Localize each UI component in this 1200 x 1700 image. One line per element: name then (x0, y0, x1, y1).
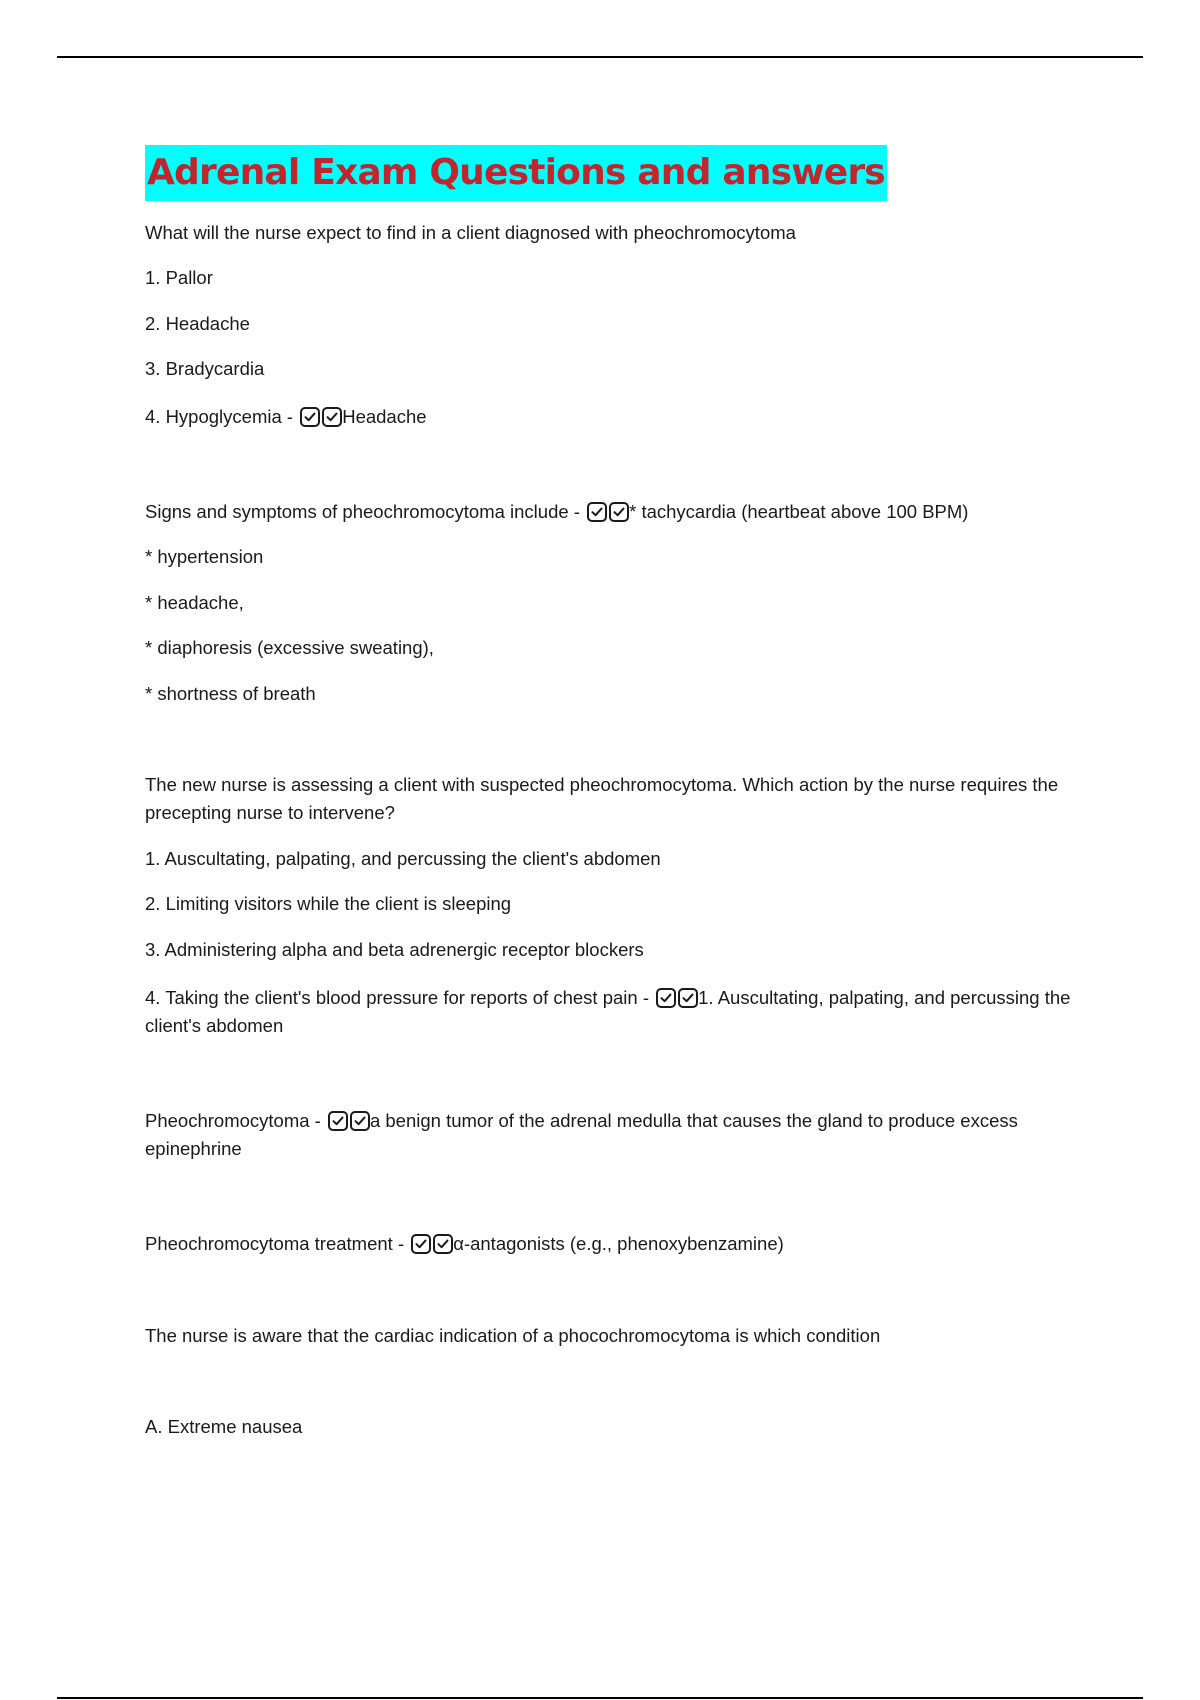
q3-answer: 1. Auscultating, palpating, and percussing the client's abdomen (145, 987, 1071, 1036)
document-title: Adrenal Exam Questions and answers (145, 145, 887, 201)
q2-line (145, 498, 1075, 526)
checkmark-box-icon (587, 502, 607, 522)
q1-answer: Headache (342, 406, 427, 427)
q3-option-3: 3. Administering alpha and beta adrenergic receptor blockers (145, 939, 644, 960)
checkmark-box-icon (411, 1234, 431, 1254)
q2-answer-item: * headache, (145, 592, 244, 613)
q2-answer-item: * diaphoresis (excessive sweating), (145, 637, 434, 658)
q2-prompt: Signs and symptoms of pheochromocytoma include - (145, 501, 586, 522)
q3-option-2: 2. Limiting visitors while the client is sleeping (145, 893, 512, 914)
checkmark-box-icon (656, 988, 676, 1008)
q6-option-a: A. Extreme nausea (145, 1416, 303, 1437)
checkmark-box-icon (678, 988, 698, 1008)
checkmark-box-icon (609, 502, 629, 522)
q1-option-3: 3. Bradycardia (145, 358, 265, 379)
q1-option-4: 4. Hypoglycemia - (145, 406, 299, 427)
q3-option-4-line (145, 984, 1075, 1040)
checkmark-box-icon (350, 1111, 370, 1131)
q2-answer-item: * shortness of breath (145, 683, 316, 704)
q2-answer-item: * hypertension (145, 546, 264, 567)
q3-option-4: 4. Taking the client's blood pressure for reports of chest pain - (145, 987, 655, 1008)
q5-line (145, 1230, 1075, 1258)
checkmark-box-icon (300, 407, 320, 427)
q5-term: Pheochromocytoma treatment - (145, 1233, 410, 1254)
q5-definition: α-antagonists (e.g., phenoxybenzamine) (453, 1233, 784, 1254)
top-rule (57, 56, 1143, 58)
q3-option-1: 1. Auscultating, palpating, and percussing the client's abdomen (145, 848, 661, 869)
checkmark-box-icon (328, 1111, 348, 1131)
checkmark-box-icon (322, 407, 342, 427)
q1-option-1: 1. Pallor (145, 267, 213, 288)
q4-term: Pheochromocytoma - (145, 1110, 326, 1131)
checkmark-box-icon (433, 1234, 453, 1254)
q1-option-2: 2. Headache (145, 313, 250, 334)
q4-definition: a benign tumor of the adrenal medulla that causes the gland to produce excess epinephrine (145, 1110, 1018, 1159)
q3-question: The new nurse is assessing a client with suspected pheochromocytoma. Which action by the nurse requires the precepting nurse to intervene? (145, 774, 1059, 823)
bottom-rule (57, 1697, 1143, 1699)
q2-answer-first: * tachycardia (heartbeat above 100 BPM) (629, 501, 969, 522)
q6-question: The nurse is aware that the cardiac indication of a phocochromocytoma is which condition (145, 1325, 881, 1346)
q4-line (145, 1107, 1075, 1163)
q1-option-4-line (145, 403, 1075, 431)
q1-question: What will the nurse expect to find in a client diagnosed with pheochromocytoma (145, 222, 796, 243)
